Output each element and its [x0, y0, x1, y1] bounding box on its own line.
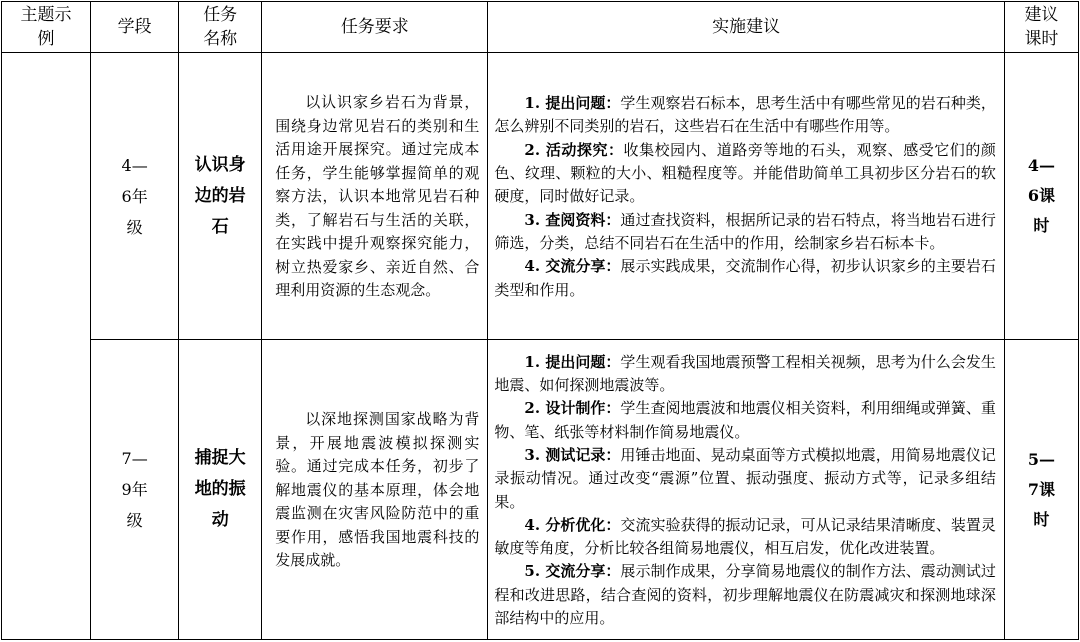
header-requirements: 任务要求 [262, 2, 488, 53]
header-stage: 学段 [91, 2, 179, 53]
header-hours: 建议课时 [1004, 2, 1078, 53]
suggestions-cell [488, 53, 1004, 340]
requirements-cell: 以认识家乡岩石为背景，围绕身边常见岩石的类别和生活用途开展探究。通过完成本任务，学生能够掌握简单的观察方法，认识本地常见岩石种类，了解岩石与生活的关联，在实践中提升观察探究能力，树立热爱家乡、亲近自然、合理利用资源的生态观念。 [262, 53, 488, 340]
list-item: 5. 交流分享：展示制作成果，分享简易地震仪的制作方法、震动测试过程和改进思路，结合查阅的资料，初步理解地震仪在防震减灾和探测地球深部结构中的应用。 [494, 562, 996, 627]
list-item: 2. 设计制作：学生查阅地震波和地震仪相关资料，利用细绳或弹簧、重物、笔、纸张等材料制作简易地震仪。 [494, 399, 996, 441]
requirements-cell: 以深地探测国家战略为背景，开展地震波模拟探测实验。通过完成本任务，初步了解地震仪的基本原理，体会地震监测在灾害风险防范中的重要作用，感悟我国地震科技的发展成就。 [262, 340, 488, 640]
stage-cell: 4—6年级 [91, 53, 179, 340]
list-item: 1. 提出问题：学生观看我国地震预警工程相关视频，思考为什么会发生地震、如何探测地震波等。 [494, 352, 996, 395]
list-item: 1. 提出问题：学生观察岩石标本，思考生活中有哪些常见的岩石种类，怎么辨别不同类别的岩石，这些岩石在生活中有哪些作用等。 [494, 94, 996, 136]
hours-cell: 4—6课时 [1004, 53, 1078, 340]
list-item: 4. 分析优化：交流实验获得的振动记录，可从记录结果清晰度、装置灵敏度等角度，分析比较各组简易地震仪，相互启发，优化改进装置。 [494, 515, 996, 558]
list-item: 2. 活动探究：收集校园内、道路旁等地的石头，观察、感受它们的颜色、纹理、颗粒的大小、粗糙程度等。并能借助简单工具初步区分岩石的软硬度，同时做好记录。 [494, 140, 996, 206]
list-item: 4. 交流分享：展示实践成果，交流制作心得，初步认识家乡的主要岩石类型和作用。 [494, 257, 996, 299]
task-name-cell: 捕捉大地的振动 [179, 340, 262, 640]
task-name-cell: 认识身边的岩石 [179, 53, 262, 340]
header-task-name: 任务名称 [179, 2, 262, 53]
suggestions-cell [488, 340, 1004, 640]
theme-cell [2, 53, 91, 640]
list-item: 3. 查阅资料：通过查找资料，根据所记录的岩石特点，将当地岩石进行筛选，分类，总结不同岩石在生活中的作用，绘制家乡岩石标本卡。 [494, 210, 996, 252]
curriculum-table [1, 1, 1079, 640]
list-item: 3. 测试记录：用锤击地面、晃动桌面等方式模拟地震，用简易地震仪记录振动情况。通过改变“震源”位置、振动强度、振动方式等，记录多组结果。 [494, 445, 996, 511]
header-suggestions: 实施建议 [488, 2, 1004, 53]
header-row [2, 2, 1079, 53]
header-theme: 主题示例 [2, 2, 91, 53]
hours-cell: 5—7课时 [1004, 340, 1078, 640]
table-row [2, 340, 1079, 640]
stage-cell: 7—9年级 [91, 340, 179, 640]
table-row [2, 53, 1079, 340]
